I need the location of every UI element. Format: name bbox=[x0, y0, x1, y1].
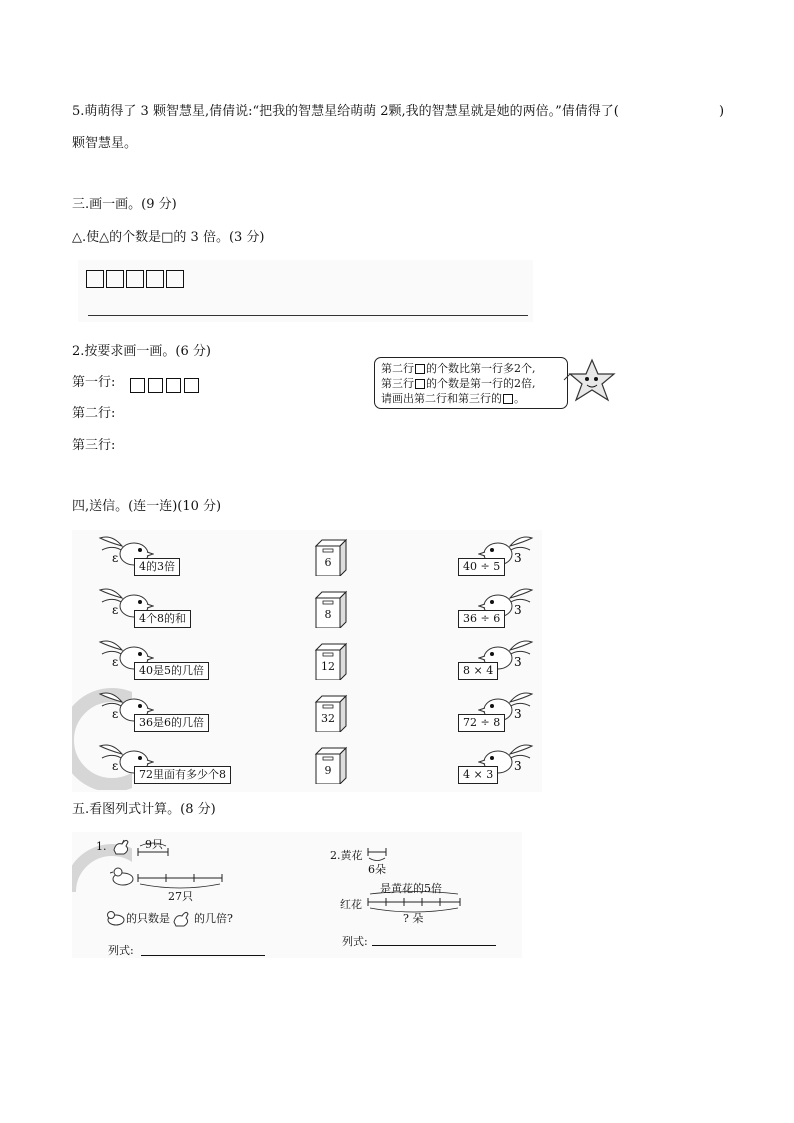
p2-answer-line[interactable] bbox=[372, 945, 496, 946]
p1-question-part: 的几倍? bbox=[194, 912, 233, 925]
p2-answer-label: 列式: bbox=[342, 935, 368, 948]
svg-text:ε: ε bbox=[112, 759, 119, 773]
svg-text:3: 3 bbox=[514, 655, 522, 669]
q5-line2: 颗智慧星。 bbox=[72, 136, 138, 151]
square-shape bbox=[106, 270, 124, 288]
svg-text:3: 3 bbox=[514, 759, 522, 773]
p1-question-part: 的只数是 bbox=[126, 912, 170, 925]
letter-expression-left[interactable]: 40是5的几倍 bbox=[134, 662, 209, 680]
p2-total: ? 朵 bbox=[403, 912, 424, 925]
letter-expression-left[interactable]: 4个8的和 bbox=[134, 610, 191, 628]
letter-expression-right[interactable]: 72 ÷ 8 bbox=[458, 714, 505, 732]
bubble-text: 请画出第二行和第三行的 bbox=[381, 392, 502, 405]
duck-icon bbox=[104, 909, 126, 927]
duck-icon bbox=[110, 865, 136, 887]
q1-square-row bbox=[86, 270, 186, 292]
square-shape bbox=[166, 270, 184, 288]
mailbox-number: 32 bbox=[321, 712, 335, 725]
p2-yellow-count: 6朵 bbox=[368, 863, 386, 876]
bubble-text: 。 bbox=[514, 392, 525, 405]
row1-squares bbox=[130, 375, 202, 394]
svg-text:ε: ε bbox=[112, 603, 119, 617]
q1-answer-line[interactable] bbox=[88, 315, 528, 316]
p1-top-label: 9只 bbox=[145, 838, 163, 851]
p1-answer-line[interactable] bbox=[141, 955, 265, 956]
mailbox-number: 12 bbox=[321, 660, 335, 673]
row3-label: 第三行: bbox=[72, 438, 116, 453]
square-shape bbox=[86, 270, 104, 288]
letter-expression-left[interactable]: 4的3倍 bbox=[134, 558, 180, 576]
letter-expression-right[interactable]: 36 ÷ 6 bbox=[458, 610, 505, 628]
square-shape bbox=[184, 378, 199, 393]
instruction-bubble bbox=[374, 357, 568, 409]
square-shape bbox=[415, 379, 425, 389]
letter-expression-right[interactable]: 40 ÷ 5 bbox=[458, 558, 505, 576]
p2-number-label: 2.黄花 bbox=[330, 849, 363, 862]
bubble-text: 第二行 bbox=[381, 362, 414, 375]
section5-title: 五.看图列式计算。(8 分) bbox=[72, 802, 216, 817]
p1-bottom-label: 27只 bbox=[168, 890, 193, 903]
square-shape bbox=[146, 270, 164, 288]
bubble-text: 的个数比第一行多2个, bbox=[426, 362, 536, 375]
bubble-text: 的个数是第一行的2倍, bbox=[426, 377, 536, 390]
p1-question bbox=[104, 907, 233, 928]
svg-text:3: 3 bbox=[514, 551, 522, 565]
rooster-icon bbox=[170, 908, 194, 928]
svg-text:3: 3 bbox=[514, 603, 522, 617]
rooster-icon bbox=[110, 836, 136, 858]
mailbox-number: 6 bbox=[324, 556, 332, 569]
p1-number: 1. bbox=[96, 840, 107, 853]
letter-expression-left[interactable]: 72里面有多少个8 bbox=[134, 766, 231, 784]
square-shape bbox=[126, 270, 144, 288]
square-shape bbox=[503, 394, 513, 404]
square-shape bbox=[415, 364, 425, 374]
svg-text:ε: ε bbox=[112, 551, 119, 565]
letter-expression-right[interactable]: 8 × 4 bbox=[458, 662, 498, 680]
section3-title: 三.画一画。(9 分) bbox=[72, 197, 177, 212]
row2-label: 第二行: bbox=[72, 406, 116, 421]
mailbox-number: 9 bbox=[324, 764, 332, 777]
mailbox-number: 8 bbox=[324, 608, 332, 621]
letter-expression-right[interactable]: 4 × 3 bbox=[458, 766, 498, 784]
section4-title: 四,送信。(连一连)(10 分) bbox=[72, 499, 222, 514]
letter-expression-left[interactable]: 36是6的几倍 bbox=[134, 714, 209, 732]
q5-line1: 5.萌萌得了 3 颗智慧星,倩倩说:“把我的智慧星给萌萌 2颗,我的智慧星就是她的两倍。”倩倩得了( bbox=[72, 104, 619, 119]
svg-text:3: 3 bbox=[514, 707, 522, 721]
svg-text:ε: ε bbox=[112, 707, 119, 721]
p1-answer-label: 列式: bbox=[108, 944, 134, 957]
square-shape bbox=[148, 378, 163, 393]
square-shape bbox=[166, 378, 181, 393]
section3-q1-title: △.使△的个数是□的 3 倍。(3 分) bbox=[72, 230, 265, 245]
p2-red-label: 红花 bbox=[340, 898, 362, 911]
q5-paren-close: ) bbox=[719, 104, 725, 119]
q1-drawing-panel bbox=[78, 260, 533, 322]
row1-label: 第一行: bbox=[72, 375, 116, 390]
star-character-icon bbox=[562, 358, 622, 408]
p2-note: 是黄花的5倍 bbox=[380, 882, 442, 895]
bubble-text: 第三行 bbox=[381, 377, 414, 390]
section3-q2-title: 2.按要求画一画。(6 分) bbox=[72, 344, 211, 359]
square-shape bbox=[130, 378, 145, 393]
svg-text:ε: ε bbox=[112, 655, 119, 669]
